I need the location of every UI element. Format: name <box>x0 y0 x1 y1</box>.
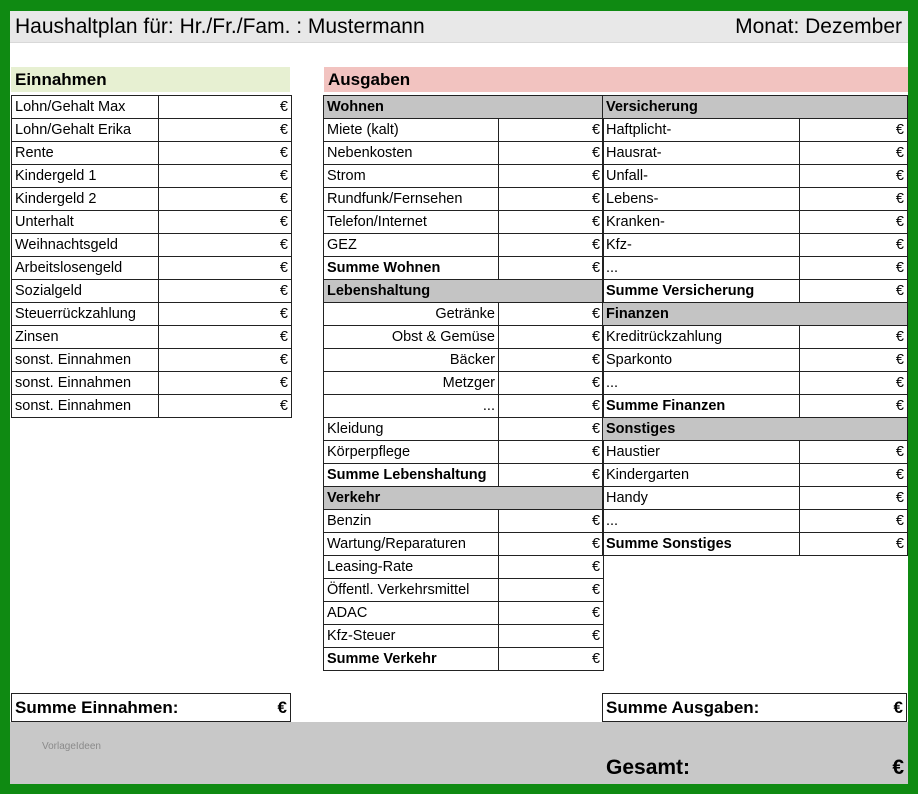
ausgaben-row <box>324 602 604 625</box>
einnahmen-label: Kindergeld 2 <box>12 188 159 211</box>
einnahmen-row <box>12 349 292 372</box>
amount-cell[interactable]: € <box>800 257 908 280</box>
ausgaben-row <box>324 326 604 349</box>
expense-label: Kranken- <box>603 211 800 234</box>
amount-cell[interactable]: € <box>159 119 292 142</box>
ausgaben-right-table <box>602 95 908 556</box>
ausgaben-row <box>324 579 604 602</box>
ausgaben-row <box>603 418 908 441</box>
ausgaben-row <box>324 395 604 418</box>
ausgaben-row <box>324 96 604 119</box>
amount-cell[interactable]: € <box>159 234 292 257</box>
amount-cell[interactable]: € <box>800 188 908 211</box>
category-heading: Lebenshaltung <box>324 280 604 303</box>
ausgaben-row <box>603 188 908 211</box>
amount-cell[interactable]: € <box>800 211 908 234</box>
ausgaben-row <box>603 96 908 119</box>
ausgaben-row <box>603 441 908 464</box>
ausgaben-row <box>324 349 604 372</box>
amount-cell[interactable]: € <box>800 234 908 257</box>
einnahmen-label: Kindergeld 1 <box>12 165 159 188</box>
title-bar <box>10 11 908 43</box>
expense-label: Nebenkosten <box>324 142 499 165</box>
einnahmen-label: Sozialgeld <box>12 280 159 303</box>
einnahmen-row <box>12 395 292 418</box>
amount-cell[interactable]: € <box>499 441 604 464</box>
currency-symbol: € <box>277 697 287 717</box>
expense-label: Miete (kalt) <box>324 119 499 142</box>
amount-cell[interactable]: € <box>800 119 908 142</box>
ausgaben-row <box>603 326 908 349</box>
amount-cell[interactable]: € <box>159 142 292 165</box>
category-heading: Finanzen <box>603 303 908 326</box>
expense-label: GEZ <box>324 234 499 257</box>
amount-cell[interactable]: € <box>800 142 908 165</box>
amount-cell[interactable]: € <box>499 119 604 142</box>
ausgaben-row <box>603 119 908 142</box>
category-heading: Verkehr <box>324 487 604 510</box>
ausgaben-row <box>324 119 604 142</box>
einnahmen-heading: Einnahmen <box>11 67 290 92</box>
ausgaben-row <box>603 510 908 533</box>
expense-label: Öffentl. Verkehrsmittel <box>324 579 499 602</box>
amount-cell[interactable]: € <box>499 510 604 533</box>
expense-label: Strom <box>324 165 499 188</box>
amount-cell[interactable]: € <box>159 303 292 326</box>
expense-label: Leasing-Rate <box>324 556 499 579</box>
amount-cell[interactable]: € <box>499 349 604 372</box>
ausgaben-row <box>324 418 604 441</box>
sheet-title: Haushaltplan für: Hr./Fr./Fam. : Mustermann <box>15 14 425 38</box>
amount-cell[interactable]: € <box>499 579 604 602</box>
ausgaben-row <box>324 165 604 188</box>
ausgaben-row <box>324 280 604 303</box>
gesamt-field[interactable] <box>606 755 906 781</box>
expense-label: ... <box>603 257 800 280</box>
expense-label: Lebens- <box>603 188 800 211</box>
expense-label: Haftplicht- <box>603 119 800 142</box>
ausgaben-row <box>603 372 908 395</box>
einnahmen-label: sonst. Einnahmen <box>12 395 159 418</box>
ausgaben-row <box>603 165 908 188</box>
amount-cell[interactable]: € <box>159 165 292 188</box>
amount-cell[interactable]: € <box>800 487 908 510</box>
ausgaben-row <box>324 533 604 556</box>
expense-label: Haustier <box>603 441 800 464</box>
amount-cell[interactable]: € <box>159 188 292 211</box>
einnahmen-row <box>12 165 292 188</box>
einnahmen-row <box>12 142 292 165</box>
category-sum-label: Summe Finanzen <box>603 395 800 418</box>
einnahmen-label: sonst. Einnahmen <box>12 349 159 372</box>
amount-cell[interactable]: € <box>159 395 292 418</box>
einnahmen-row <box>12 234 292 257</box>
ausgaben-row <box>324 211 604 234</box>
ausgaben-row <box>324 142 604 165</box>
amount-cell[interactable]: € <box>499 418 604 441</box>
category-heading: Versicherung <box>603 96 908 119</box>
sum-amount-cell[interactable]: € <box>499 257 604 280</box>
einnahmen-row <box>12 326 292 349</box>
month-label: Monat: Dezember <box>735 14 902 38</box>
amount-cell[interactable]: € <box>800 441 908 464</box>
expense-label: Handy <box>603 487 800 510</box>
einnahmen-label: Lohn/Gehalt Max <box>12 96 159 119</box>
ausgaben-row <box>324 625 604 648</box>
ausgaben-row <box>324 303 604 326</box>
amount-cell[interactable]: € <box>499 188 604 211</box>
ausgaben-row <box>603 142 908 165</box>
category-sum-label: Summe Verkehr <box>324 648 499 671</box>
category-sum-label: Summe Lebenshaltung <box>324 464 499 487</box>
amount-cell[interactable]: € <box>499 395 604 418</box>
einnahmen-row <box>12 280 292 303</box>
einnahmen-row <box>12 211 292 234</box>
category-sum-label: Summe Versicherung <box>603 280 800 303</box>
expense-label: Obst & Gemüse <box>324 326 499 349</box>
amount-cell[interactable]: € <box>499 372 604 395</box>
einnahmen-label: Weihnachtsgeld <box>12 234 159 257</box>
sum-amount-cell[interactable]: € <box>499 648 604 671</box>
expense-label: Kfz- <box>603 234 800 257</box>
einnahmen-label: Rente <box>12 142 159 165</box>
currency-symbol: € <box>892 756 904 779</box>
amount-cell[interactable]: € <box>499 211 604 234</box>
einnahmen-row <box>12 303 292 326</box>
expense-label: Telefon/Internet <box>324 211 499 234</box>
amount-cell[interactable]: € <box>159 96 292 119</box>
ausgaben-heading: Ausgaben <box>324 67 908 92</box>
category-heading: Sonstiges <box>603 418 908 441</box>
expense-label: Kreditrückzahlung <box>603 326 800 349</box>
ausgaben-row <box>324 464 604 487</box>
amount-cell[interactable]: € <box>800 464 908 487</box>
expense-label: Kleidung <box>324 418 499 441</box>
sum-amount-cell[interactable]: € <box>800 533 908 556</box>
summe-ausgaben-field[interactable] <box>602 693 907 722</box>
ausgaben-row <box>603 487 908 510</box>
expense-label: ... <box>603 372 800 395</box>
amount-cell[interactable]: € <box>499 165 604 188</box>
amount-cell[interactable]: € <box>159 349 292 372</box>
expense-label: Wartung/Reparaturen <box>324 533 499 556</box>
ausgaben-left-table <box>323 95 604 671</box>
amount-cell[interactable]: € <box>800 372 908 395</box>
budget-sheet <box>10 11 908 784</box>
expense-label: Kfz-Steuer <box>324 625 499 648</box>
ausgaben-row <box>603 303 908 326</box>
amount-cell[interactable]: € <box>499 625 604 648</box>
expense-label: Kindergarten <box>603 464 800 487</box>
summe-einnahmen-label: Summe Einnahmen: <box>15 697 179 717</box>
watermark: VorlageIdeen <box>42 741 101 752</box>
amount-cell[interactable]: € <box>499 142 604 165</box>
ausgaben-row <box>603 280 908 303</box>
einnahmen-row <box>12 188 292 211</box>
einnahmen-label: sonst. Einnahmen <box>12 372 159 395</box>
ausgaben-row <box>324 510 604 533</box>
expense-label: Körperpflege <box>324 441 499 464</box>
ausgaben-row <box>324 234 604 257</box>
ausgaben-row <box>603 211 908 234</box>
expense-label: Rundfunk/Fernsehen <box>324 188 499 211</box>
einnahmen-label: Lohn/Gehalt Erika <box>12 119 159 142</box>
amount-cell[interactable]: € <box>499 533 604 556</box>
ausgaben-row <box>324 188 604 211</box>
expense-label: Getränke <box>324 303 499 326</box>
einnahmen-row <box>12 119 292 142</box>
currency-symbol: € <box>893 697 903 717</box>
sum-amount-cell[interactable]: € <box>800 280 908 303</box>
amount-cell[interactable]: € <box>159 257 292 280</box>
einnahmen-row <box>12 96 292 119</box>
ausgaben-row <box>603 464 908 487</box>
expense-label: ADAC <box>324 602 499 625</box>
amount-cell[interactable]: € <box>159 326 292 349</box>
gesamt-label: Gesamt: <box>606 756 691 779</box>
ausgaben-row <box>324 487 604 510</box>
einnahmen-label: Arbeitslosengeld <box>12 257 159 280</box>
amount-cell[interactable]: € <box>800 326 908 349</box>
ausgaben-row <box>324 441 604 464</box>
ausgaben-row <box>603 234 908 257</box>
expense-label: Benzin <box>324 510 499 533</box>
amount-cell[interactable]: € <box>159 372 292 395</box>
ausgaben-row <box>603 257 908 280</box>
ausgaben-row <box>603 533 908 556</box>
amount-cell[interactable]: € <box>159 211 292 234</box>
expense-label: Metzger <box>324 372 499 395</box>
amount-cell[interactable]: € <box>800 165 908 188</box>
sum-amount-cell[interactable]: € <box>800 395 908 418</box>
amount-cell[interactable]: € <box>800 349 908 372</box>
expense-label: Hausrat- <box>603 142 800 165</box>
category-heading: Wohnen <box>324 96 604 119</box>
expense-label: Sparkonto <box>603 349 800 372</box>
amount-cell[interactable]: € <box>499 234 604 257</box>
ausgaben-row <box>324 372 604 395</box>
expense-label: Unfall- <box>603 165 800 188</box>
category-sum-label: Summe Wohnen <box>324 257 499 280</box>
summe-einnahmen-field[interactable] <box>11 693 291 722</box>
ausgaben-row <box>603 395 908 418</box>
ausgaben-row <box>324 257 604 280</box>
einnahmen-label: Unterhalt <box>12 211 159 234</box>
einnahmen-label: Zinsen <box>12 326 159 349</box>
ausgaben-row <box>603 349 908 372</box>
expense-label: ... <box>603 510 800 533</box>
expense-label: Bäcker <box>324 349 499 372</box>
expense-label: ... <box>324 395 499 418</box>
einnahmen-row <box>12 257 292 280</box>
amount-cell[interactable]: € <box>800 510 908 533</box>
amount-cell[interactable]: € <box>159 280 292 303</box>
einnahmen-table <box>11 95 292 418</box>
ausgaben-row <box>324 556 604 579</box>
summe-ausgaben-label: Summe Ausgaben: <box>606 697 760 717</box>
sum-amount-cell[interactable]: € <box>499 464 604 487</box>
amount-cell[interactable]: € <box>499 303 604 326</box>
amount-cell[interactable]: € <box>499 556 604 579</box>
einnahmen-label: Steuerrückzahlung <box>12 303 159 326</box>
amount-cell[interactable]: € <box>499 326 604 349</box>
amount-cell[interactable]: € <box>499 602 604 625</box>
ausgaben-row <box>324 648 604 671</box>
einnahmen-row <box>12 372 292 395</box>
category-sum-label: Summe Sonstiges <box>603 533 800 556</box>
